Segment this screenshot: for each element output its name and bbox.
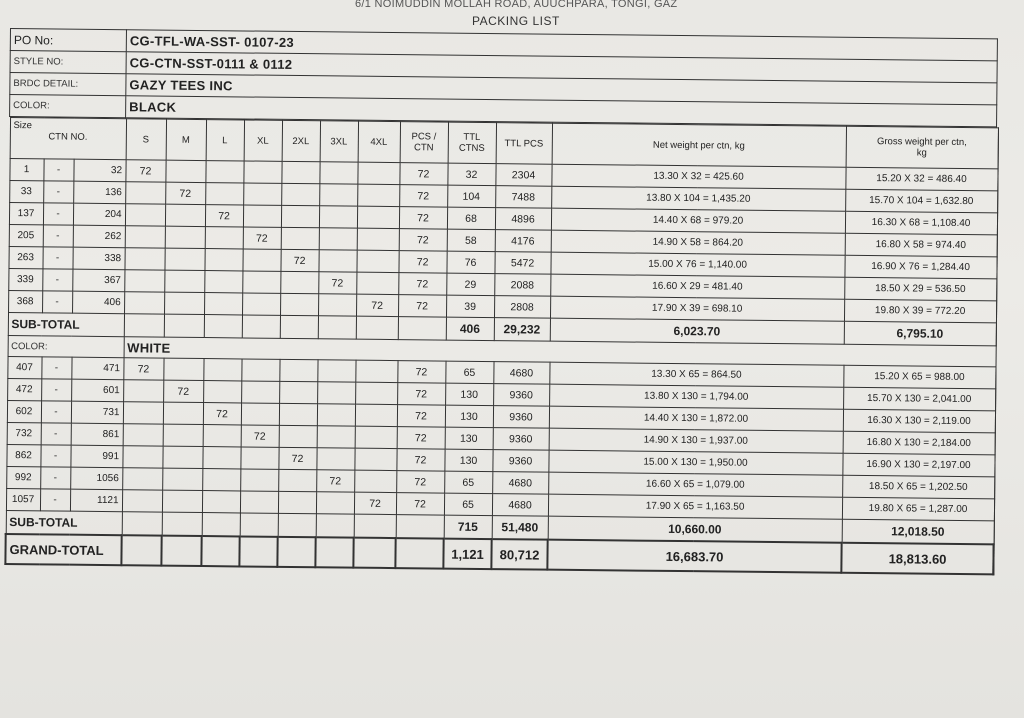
- header-info-table: [9, 28, 998, 127]
- size-qty: 72: [241, 425, 279, 447]
- size-qty: [278, 491, 316, 513]
- size-qty: [162, 468, 202, 490]
- size-qty: [165, 160, 205, 182]
- ctn-from: 33: [9, 181, 43, 203]
- empty-cell: [201, 536, 239, 566]
- ctn-from: 339: [8, 268, 42, 290]
- color-value: WHITE: [124, 337, 996, 367]
- ctn-from: 862: [6, 444, 40, 466]
- total-pieces: 9360: [493, 406, 549, 429]
- size-qty: [281, 205, 319, 227]
- packing-table-body: [5, 118, 998, 575]
- size-qty: [357, 162, 399, 184]
- total-pieces: 4176: [495, 230, 551, 253]
- size-qty: [241, 381, 279, 403]
- ctn-to: 338: [72, 247, 124, 270]
- net-weight: 16.60 X 29 = 481.40: [550, 274, 844, 299]
- ctn-to: 991: [70, 445, 122, 468]
- total-pieces: 4680: [492, 472, 548, 495]
- net-weight: 14.90 X 58 = 864.20: [551, 230, 845, 255]
- total-cartons: 1,121: [443, 539, 491, 570]
- size-qty: [203, 381, 241, 403]
- size-qty: [318, 250, 356, 272]
- size-qty: [122, 446, 162, 468]
- gross-weight-header: Gross weight per ctn, kg: [846, 126, 998, 169]
- size-qty: [123, 380, 163, 402]
- total-gross-weight: 18,813.60: [841, 543, 993, 575]
- packing-list-sheet: [4, 28, 998, 575]
- size-qty: [280, 271, 318, 293]
- gross-weight: 16.30 X 68 = 1,108.40: [845, 211, 997, 235]
- gross-weight: 18.50 X 29 = 536.50: [844, 277, 996, 301]
- net-weight: 16.60 X 65 = 1,079.00: [548, 472, 842, 497]
- ctn-dash: -: [41, 379, 71, 401]
- size-qty: 72: [318, 272, 356, 294]
- po-label: PO No:: [10, 29, 126, 52]
- net-weight: 15.00 X 76 = 1,140.00: [550, 252, 844, 277]
- empty-cell: [318, 316, 356, 339]
- empty-cell: [122, 512, 162, 536]
- size-qty: 72: [278, 447, 316, 469]
- total-pieces: 4680: [492, 494, 548, 517]
- ctn-from: 1057: [6, 488, 40, 510]
- size-qty: [123, 424, 163, 446]
- ctn-from: 205: [9, 224, 43, 246]
- total-pieces: 4896: [495, 208, 551, 231]
- size-qty: [319, 162, 357, 184]
- size-qty: [202, 447, 240, 469]
- total-cartons: 130: [445, 405, 493, 428]
- ttl-ctns-header: TTL CTNS: [448, 122, 496, 164]
- size-qty: [241, 359, 279, 381]
- total-net-weight: 16,683.70: [547, 540, 841, 573]
- size-qty: 72: [163, 380, 203, 402]
- ctn-no-header: CTN NO.: [48, 131, 88, 143]
- size-qty: [279, 403, 317, 425]
- po-value: CG-TFL-WA-SST- 0107-23: [126, 30, 997, 61]
- style-value: CG-CTN-SST-0111 & 0112: [126, 52, 997, 83]
- total-label: SUB-TOTAL: [8, 312, 124, 336]
- size-qty: [278, 469, 316, 491]
- ctn-dash: -: [43, 203, 73, 225]
- ctn-dash: -: [42, 247, 72, 269]
- ctn-to: 406: [72, 291, 124, 314]
- empty-cell: [278, 513, 316, 537]
- size-qty: [205, 227, 243, 249]
- size-qty: [125, 248, 165, 270]
- packing-table: [4, 117, 999, 575]
- size-qty: [202, 469, 240, 491]
- pcs-per-ctn: 72: [397, 383, 445, 406]
- total-pieces: 2808: [494, 296, 550, 319]
- empty-cell: [162, 512, 202, 536]
- gross-weight: 16.90 X 76 = 1,284.40: [844, 255, 996, 279]
- size-qty: [205, 183, 243, 205]
- size-qty: [242, 293, 280, 315]
- empty-cell: [353, 538, 395, 568]
- ctn-to: 861: [71, 423, 123, 446]
- size-qty: 72: [356, 294, 398, 316]
- total-gross-weight: 12,018.50: [842, 519, 994, 544]
- total-gross-weight: 6,795.10: [844, 321, 996, 346]
- total-pieces: 9360: [493, 428, 549, 451]
- size-qty: [203, 425, 241, 447]
- net-weight: 14.90 X 130 = 1,937.00: [549, 428, 843, 453]
- size-qty: [355, 426, 397, 448]
- size-qty: [356, 272, 398, 294]
- ctn-to: 367: [72, 269, 124, 292]
- net-weight: 13.80 X 104 = 1,435.20: [551, 186, 845, 211]
- size-4xl-header: 4XL: [358, 121, 400, 162]
- size-qty: [317, 404, 355, 426]
- ctn-to: 262: [73, 225, 125, 248]
- empty-cell: [280, 315, 318, 338]
- size-qty: [204, 293, 242, 315]
- empty-cell: [202, 513, 240, 537]
- ctn-from: 732: [7, 422, 41, 444]
- color-label: COLOR:: [10, 95, 126, 118]
- empty-cell: [356, 316, 398, 339]
- pcs-per-ctn: 72: [399, 163, 447, 186]
- size-qty: [204, 271, 242, 293]
- gross-weight: 15.20 X 32 = 486.40: [845, 167, 997, 191]
- size-qty: 72: [125, 160, 165, 182]
- ttl-pcs-header: TTL PCS: [496, 123, 552, 165]
- ctn-from: 263: [8, 246, 42, 268]
- total-pieces: 2304: [495, 164, 551, 187]
- ctn-dash: -: [41, 401, 71, 423]
- size-qty: [122, 490, 162, 512]
- empty-cell: [121, 535, 161, 565]
- total-pieces: 5472: [494, 252, 550, 275]
- total-cartons: 715: [444, 515, 492, 539]
- total-pieces: 51,480: [492, 516, 548, 540]
- size-qty: [319, 206, 357, 228]
- ctn-to: 204: [73, 203, 125, 226]
- size-header: Size: [13, 120, 33, 132]
- size-qty: [279, 425, 317, 447]
- size-qty: [354, 470, 396, 492]
- ctn-dash: -: [40, 489, 70, 511]
- size-qty: [356, 250, 398, 272]
- brdc-value: GAZY TEES INC: [126, 74, 997, 105]
- net-weight-header: Net weight per ctn, kg: [552, 123, 846, 167]
- size-qty: [203, 359, 241, 381]
- total-cartons: 58: [447, 229, 495, 252]
- size-qty: [242, 271, 280, 293]
- ctn-to: 32: [73, 159, 125, 182]
- size-qty: [165, 248, 205, 270]
- pcs-ctn-header: PCS / CTN: [400, 122, 448, 164]
- size-qty: [165, 226, 205, 248]
- ctn-from: 1: [9, 159, 43, 181]
- total-cartons: 65: [444, 471, 492, 494]
- ctn-dash: -: [42, 291, 72, 313]
- total-cartons: 130: [444, 449, 492, 472]
- size-qty: [240, 469, 278, 491]
- ctn-dash: -: [42, 269, 72, 291]
- total-cartons: 406: [446, 317, 494, 341]
- ctn-from: 472: [7, 378, 41, 400]
- size-qty: [163, 402, 203, 424]
- size-qty: [319, 184, 357, 206]
- total-label: GRAND-TOTAL: [5, 534, 121, 565]
- total-label: SUB-TOTAL: [6, 510, 122, 535]
- size-qty: [122, 468, 162, 490]
- document-title: PACKING LIST: [472, 14, 560, 28]
- size-qty: [355, 382, 397, 404]
- net-weight: 13.30 X 32 = 425.60: [551, 164, 845, 189]
- empty-cell: [204, 315, 242, 338]
- ctn-dash: -: [40, 467, 70, 489]
- size-qty: 72: [354, 492, 396, 514]
- empty-cell: [315, 537, 353, 567]
- size-qty: [355, 360, 397, 382]
- pcs-per-ctn: 72: [396, 471, 444, 494]
- size-qty: [318, 294, 356, 316]
- total-cartons: 76: [446, 251, 494, 274]
- total-cartons: 68: [447, 207, 495, 230]
- size-qty: [205, 249, 243, 271]
- company-address: 6/1 NOIMUDDIN MOLLAH ROAD, AUUCHPARA, TONGI, GAZ: [355, 0, 678, 10]
- size-m-header: M: [166, 119, 206, 160]
- ctn-from: 137: [9, 203, 43, 225]
- empty-cell: [398, 317, 446, 341]
- color-value: BLACK: [126, 96, 997, 127]
- size-qty: [355, 404, 397, 426]
- empty-cell: [161, 536, 201, 566]
- size-s-header: S: [126, 119, 166, 160]
- size-qty: [243, 161, 281, 183]
- pcs-per-ctn: 72: [397, 427, 445, 450]
- size-qty: [163, 358, 203, 380]
- size-qty: 72: [165, 182, 205, 204]
- gross-weight: 16.30 X 130 = 2,119.00: [843, 409, 995, 433]
- gross-weight: 15.70 X 130 = 2,041.00: [843, 387, 995, 411]
- gross-weight: 15.20 X 65 = 988.00: [843, 365, 995, 389]
- net-weight: 14.40 X 68 = 979.20: [551, 208, 845, 233]
- gross-weight: 15.70 X 104 = 1,632.80: [845, 189, 997, 213]
- pcs-per-ctn: 72: [396, 449, 444, 472]
- total-pieces: 80,712: [491, 539, 547, 570]
- style-label: STYLE NO:: [10, 51, 126, 74]
- ctn-dash: -: [43, 159, 73, 181]
- size-qty: [241, 403, 279, 425]
- gross-weight: 19.80 X 39 = 772.20: [844, 299, 996, 323]
- ctn-to: 136: [73, 181, 125, 204]
- ctn-from: 992: [6, 466, 40, 488]
- ctn-to: 1056: [70, 467, 122, 490]
- ctn-from: 407: [7, 356, 41, 378]
- gross-weight: 16.90 X 130 = 2,197.00: [842, 453, 994, 477]
- size-qty: [165, 204, 205, 226]
- size-qty: [319, 228, 357, 250]
- pcs-per-ctn: 72: [399, 207, 447, 230]
- gross-weight: 19.80 X 65 = 1,287.00: [842, 497, 994, 521]
- size-qty: [281, 161, 319, 183]
- size-qty: [242, 249, 280, 271]
- size-qty: [317, 382, 355, 404]
- size-qty: [162, 490, 202, 512]
- empty-cell: [395, 538, 443, 569]
- total-pieces: 7488: [495, 186, 551, 209]
- ctn-to: 471: [71, 357, 123, 380]
- ctn-dash: -: [40, 445, 70, 467]
- net-weight: 17.90 X 65 = 1,163.50: [548, 494, 842, 519]
- gross-weight: 16.80 X 130 = 2,184.00: [843, 431, 995, 455]
- size-qty: [164, 270, 204, 292]
- empty-cell: [239, 536, 277, 566]
- empty-cell: [242, 315, 280, 338]
- total-cartons: 130: [445, 383, 493, 406]
- ctn-from: 368: [8, 290, 42, 312]
- ctn-dash: -: [41, 423, 71, 445]
- size-qty: [357, 206, 399, 228]
- total-cartons: 65: [445, 361, 493, 384]
- total-pieces: 2088: [494, 274, 550, 297]
- size-ctn-header: [10, 118, 126, 160]
- net-weight: 15.00 X 130 = 1,950.00: [548, 450, 842, 475]
- size-qty: [125, 226, 165, 248]
- empty-cell: [240, 513, 278, 537]
- gross-weight: 16.80 X 58 = 974.40: [845, 233, 997, 257]
- empty-cell: [396, 515, 444, 539]
- ctn-to: 1121: [70, 489, 122, 512]
- empty-cell: [354, 514, 396, 538]
- empty-cell: [164, 314, 204, 337]
- total-net-weight: 6,023.70: [550, 318, 844, 344]
- ctn-dash: -: [43, 181, 73, 203]
- net-weight: 13.30 X 65 = 864.50: [549, 362, 843, 387]
- size-qty: [281, 183, 319, 205]
- size-qty: 72: [280, 249, 318, 271]
- size-qty: [317, 426, 355, 448]
- size-qty: 72: [203, 403, 241, 425]
- size-qty: [281, 227, 319, 249]
- net-weight: 13.80 X 130 = 1,794.00: [549, 384, 843, 409]
- size-xl-header: XL: [244, 120, 282, 161]
- size-qty: [124, 292, 164, 314]
- pcs-per-ctn: 72: [397, 361, 445, 384]
- total-pieces: 9360: [492, 450, 548, 473]
- pcs-per-ctn: 72: [399, 229, 447, 252]
- total-cartons: 130: [445, 427, 493, 450]
- total-net-weight: 10,660.00: [548, 516, 842, 543]
- size-qty: [243, 183, 281, 205]
- pcs-per-ctn: 72: [397, 405, 445, 428]
- size-3xl-header: 3XL: [320, 121, 358, 162]
- size-qty: 72: [123, 358, 163, 380]
- size-qty: [202, 491, 240, 513]
- size-qty: [163, 424, 203, 446]
- ctn-to: 601: [71, 379, 123, 402]
- size-qty: [280, 293, 318, 315]
- total-cartons: 32: [447, 163, 495, 186]
- pcs-per-ctn: 72: [398, 295, 446, 318]
- ctn-dash: -: [41, 357, 71, 379]
- ctn-to: 731: [71, 401, 123, 424]
- ctn-from: 602: [7, 400, 41, 422]
- net-weight: 17.90 X 39 = 698.10: [550, 296, 844, 321]
- size-qty: [316, 448, 354, 470]
- total-pieces: 9360: [493, 384, 549, 407]
- size-qty: [279, 381, 317, 403]
- size-qty: 72: [243, 227, 281, 249]
- brdc-label: BRDC DETAIL:: [10, 73, 126, 96]
- size-qty: [164, 292, 204, 314]
- size-qty: [240, 447, 278, 469]
- pcs-per-ctn: 72: [398, 273, 446, 296]
- total-cartons: 65: [444, 493, 492, 516]
- size-qty: [317, 360, 355, 382]
- pcs-per-ctn: 72: [396, 493, 444, 516]
- gross-weight: 18.50 X 65 = 1,202.50: [842, 475, 994, 499]
- size-qty: [123, 402, 163, 424]
- total-cartons: 29: [446, 273, 494, 296]
- size-qty: 72: [205, 205, 243, 227]
- size-qty: [205, 161, 243, 183]
- net-weight: 14.40 X 130 = 1,872.00: [549, 406, 843, 431]
- ctn-dash: -: [43, 225, 73, 247]
- color-label: COLOR:: [8, 335, 124, 357]
- size-qty: [240, 491, 278, 513]
- size-qty: [316, 492, 354, 514]
- size-qty: [125, 204, 165, 226]
- empty-cell: [277, 537, 315, 567]
- total-cartons: 39: [446, 295, 494, 318]
- size-l-header: L: [206, 120, 244, 161]
- empty-cell: [316, 514, 354, 538]
- pcs-per-ctn: 72: [398, 251, 446, 274]
- size-qty: [125, 182, 165, 204]
- size-qty: [354, 448, 396, 470]
- empty-cell: [124, 314, 164, 337]
- size-qty: [124, 270, 164, 292]
- size-qty: [162, 446, 202, 468]
- total-cartons: 104: [447, 185, 495, 208]
- total-pieces: 29,232: [494, 318, 550, 342]
- size-qty: 72: [316, 470, 354, 492]
- size-qty: [357, 184, 399, 206]
- pcs-per-ctn: 72: [399, 185, 447, 208]
- size-qty: [243, 205, 281, 227]
- size-qty: [357, 228, 399, 250]
- total-pieces: 4680: [493, 362, 549, 385]
- size-2xl-header: 2XL: [282, 120, 320, 161]
- size-qty: [279, 359, 317, 381]
